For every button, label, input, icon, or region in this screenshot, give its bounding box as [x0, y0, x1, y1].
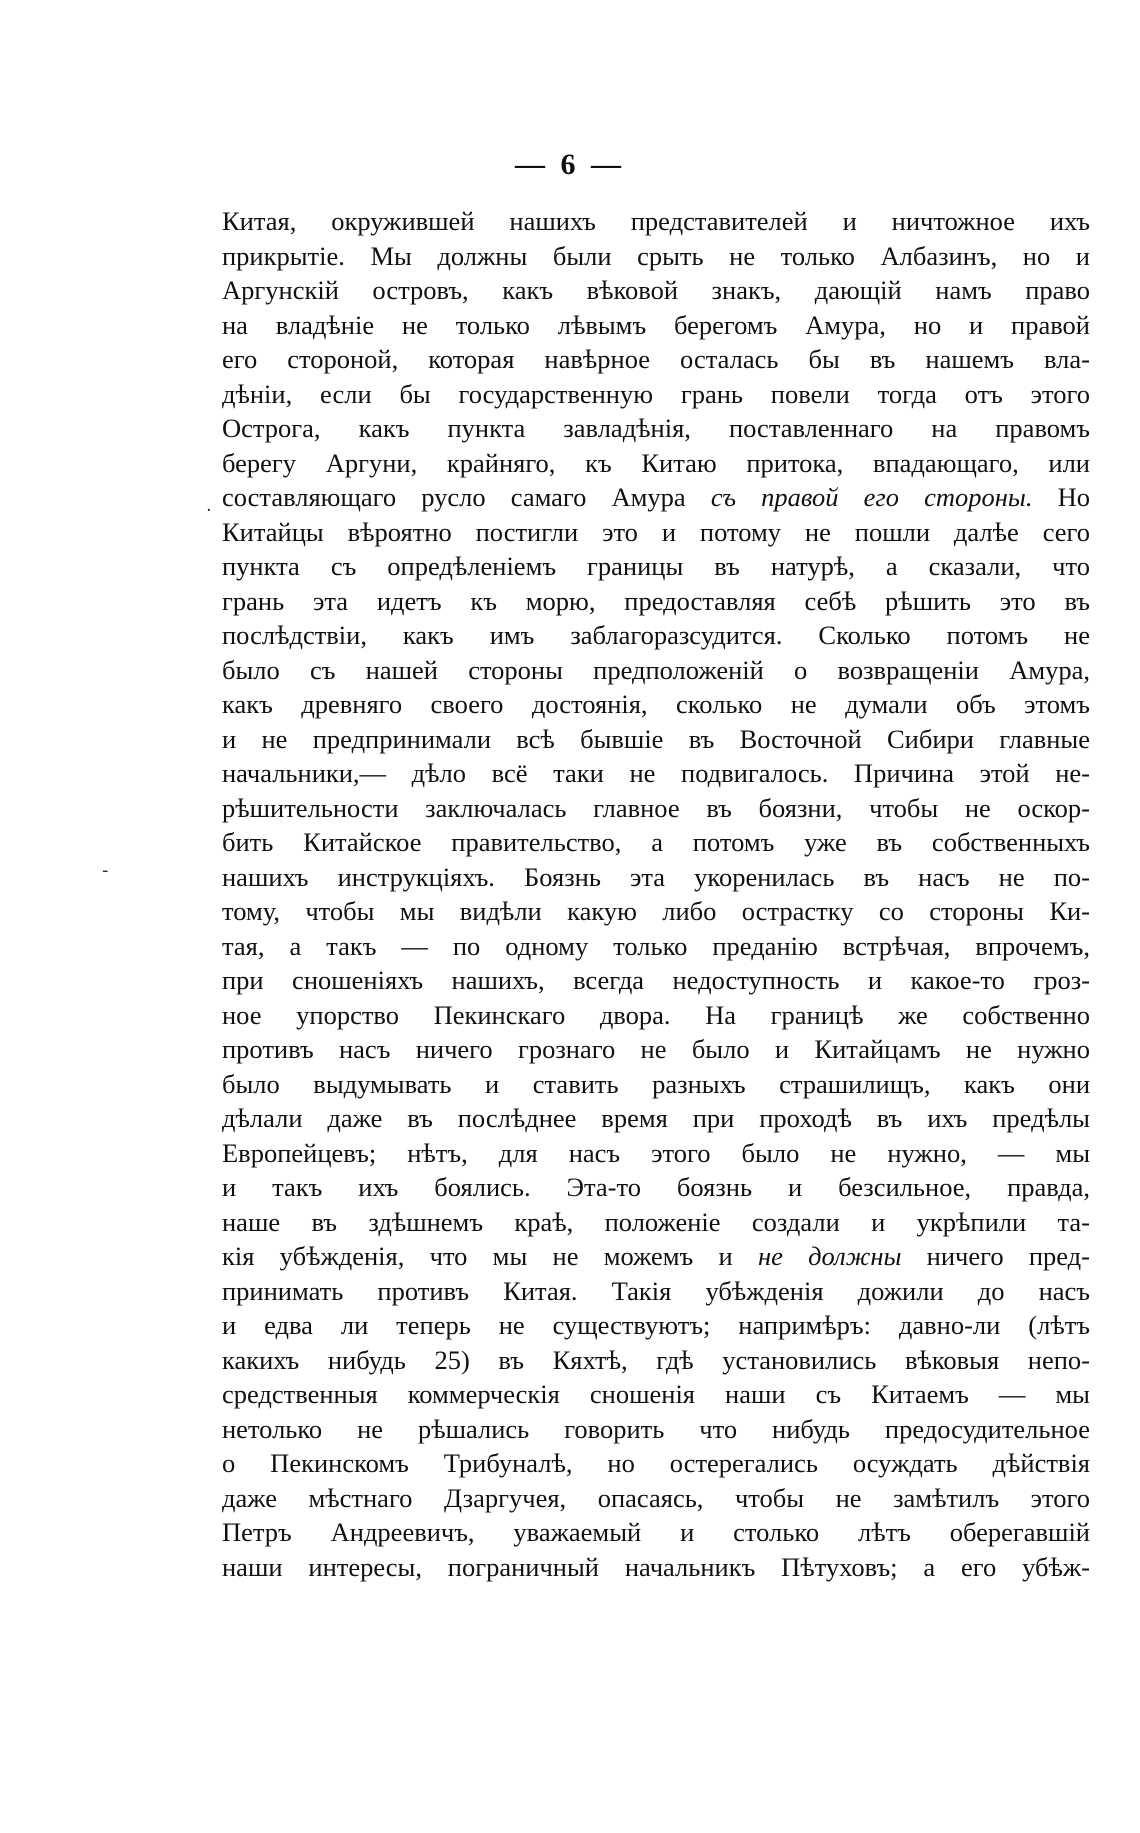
text-line: наше въ здѣшнемъ краѣ, положеніе создали и укрѣпили та-: [222, 1206, 1090, 1237]
text-line: берегу Аргуни, крайняго, къ Китаю притока, впадающаго, или: [222, 447, 1090, 478]
text-line: и едва ли теперь не существуютъ; напримѣръ: давно-ли (лѣтъ: [222, 1310, 1090, 1340]
text-line: и такъ ихъ боялись. Эта-то боязнь и безсильное, правда,: [222, 1172, 1090, 1202]
text-line: и не предпринимали всѣ бывшіе въ Восточной Сибири главные: [222, 723, 1090, 754]
margin-mark: -: [102, 860, 109, 881]
body-text: [222, 204, 1090, 1584]
text-line: дѣніи, если бы государственную грань повели тогда отъ этого: [222, 378, 1090, 409]
text-line: бить Китайское правительство, а потомъ уже въ собственныхъ: [222, 827, 1090, 857]
text-line: [222, 480, 1090, 515]
text-line: ное упорство Пекинскаго двора. На границѣ же собственно: [222, 999, 1090, 1030]
text-line: даже мѣстнаго Дзаргучея, опасаясь, чтобы не замѣтилъ этого: [222, 1482, 1090, 1513]
text-line: грань эта идетъ къ морю, предоставляя себѣ рѣшить это въ: [222, 585, 1090, 616]
text-line: принимать противъ Китая. Такія убѣжденія дожили до насъ: [222, 1275, 1090, 1306]
text-line: послѣдствіи, какъ имъ заблагоразсудится. Сколько потомъ не: [222, 620, 1090, 650]
text-segment: составляющаго русло самаго Амура: [222, 482, 711, 512]
italic-phrase: съ правой его стороны.: [710, 482, 1033, 512]
text-segment: ничего пред-: [901, 1241, 1090, 1271]
text-segment: Но: [1032, 482, 1090, 512]
text-line: нашихъ инструкціяхъ. Боязнь эта укоренилась въ насъ не по-: [222, 861, 1090, 892]
text-line: наши интересы, пограничный начальникъ Пѣтуховъ; а его убѣж-: [222, 1551, 1090, 1582]
text-line: прикрытіе. Мы должны были срыть не только Албазинъ, но и: [222, 240, 1090, 271]
text-line: нетолько не рѣшались говорить что нибудь предосудительное: [222, 1413, 1090, 1444]
text-line: было съ нашей стороны предположеній о возвращеніи Амура,: [222, 654, 1090, 685]
text-line: на владѣніе не только лѣвымъ берегомъ Амура, но и правой: [222, 309, 1090, 340]
text-line: противъ насъ ничего грознаго не было и Китайцамъ не нужно: [222, 1034, 1090, 1064]
text-line: Острога, какъ пункта завладѣнія, поставленнаго на правомъ: [222, 413, 1090, 443]
text-line: при сношеніяхъ нашихъ, всегда недоступность и какое-то гроз-: [222, 965, 1090, 995]
text-line: какъ древняго своего достоянія, сколько не думали объ этомъ: [222, 689, 1090, 719]
text-segment: кія убѣжденія, что мы не можемъ и: [222, 1241, 758, 1271]
text-line: Китайцы вѣроятно постигли это и потому не пошли далѣе сего: [222, 516, 1090, 547]
text-line: тая, а такъ — по одному только преданію встрѣчая, впрочемъ,: [222, 930, 1090, 961]
text-line: о Пекинскомъ Трибуналѣ, но остерегались осуждать дѣйствія: [222, 1448, 1090, 1478]
text-line: было выдумывать и ставить разныхъ страшилищъ, какъ они: [222, 1068, 1090, 1099]
text-line: рѣшительности заключалась главное въ боязни, чтобы не оскор-: [222, 792, 1090, 823]
text-line: Аргунскій островъ, какъ вѣковой знакъ, дающій намъ право: [222, 275, 1090, 305]
text-line: какихъ нибудь 25) въ Кяхтѣ, гдѣ установились вѣковыя непо-: [222, 1344, 1090, 1375]
text-line: его стороной, которая навѣрное осталась бы въ нашемъ вла-: [222, 344, 1090, 374]
text-line: пункта съ опредѣленіемъ границы въ натурѣ, а сказали, что: [222, 551, 1090, 581]
margin-mark: ·: [206, 500, 212, 521]
page-number: — 6 —: [515, 148, 625, 181]
text-line: тому, чтобы мы видѣли какую либо острастку со стороны Ки-: [222, 896, 1090, 926]
text-line: начальники,— дѣло всё таки не подвигалось. Причина этой не-: [222, 758, 1090, 788]
text-line: Китая, окружившей нашихъ представителей и ничтожное ихъ: [222, 206, 1090, 236]
text-line: дѣлали даже въ послѣднее время при проходѣ въ ихъ предѣлы: [222, 1103, 1090, 1133]
text-line: Европейцевъ; нѣтъ, для насъ этого было не нужно, — мы: [222, 1137, 1090, 1168]
text-line: [222, 1239, 1090, 1274]
italic-phrase: не должны: [757, 1241, 902, 1271]
text-line: средственныя коммерческія сношенія наши съ Китаемъ — мы: [222, 1379, 1090, 1409]
text-line: Петръ Андреевичъ, уважаемый и столько лѣтъ оберегавшій: [222, 1517, 1090, 1547]
